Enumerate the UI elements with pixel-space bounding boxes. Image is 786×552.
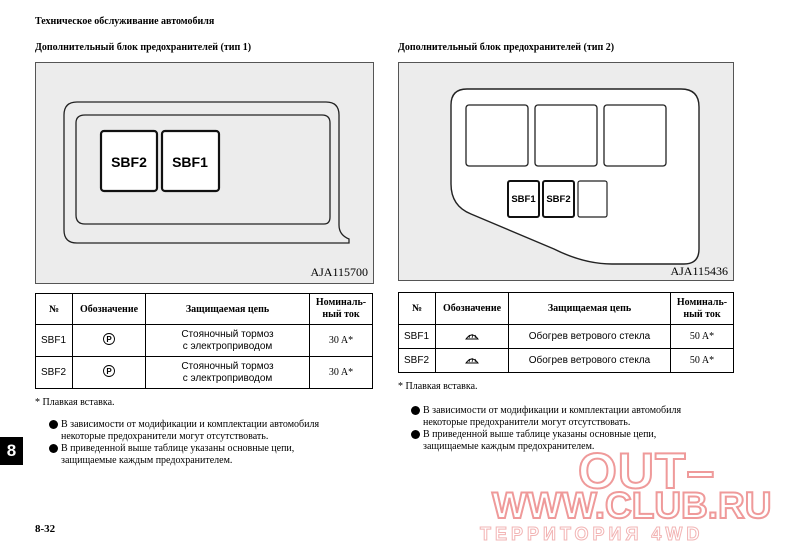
left-figure-code: AJA115700 — [310, 265, 368, 279]
relay-slot-2 — [535, 105, 597, 166]
left-subtitle: Дополнительный блок предохранителей (тип 1) — [35, 42, 252, 53]
bullet-text: В приведенной выше таблице указаны основные цепи, защищаемые каждым предохранителем. — [423, 429, 657, 452]
bullet-icon — [49, 420, 58, 429]
parking-brake-icon — [73, 325, 146, 357]
fuse-label-sbf1: SBF1 — [172, 154, 208, 170]
col-current: Номиналь- ный ток — [310, 294, 373, 325]
left-fuse-diagram — [36, 63, 373, 283]
col-symbol: Обозначение — [73, 294, 146, 325]
bullet-text: В зависимости от модификации и комплектации автомобиля некоторые предохранители могут отсутствовать. — [61, 419, 320, 442]
watermark-line1: OUT– — [578, 443, 716, 499]
left-fuse-table — [35, 293, 373, 389]
right-fuse-table — [398, 292, 734, 373]
table-header-row — [399, 293, 734, 325]
windshield-defroster-icon — [436, 349, 509, 373]
table-header-row — [36, 294, 373, 325]
fuse-label-sbf1: SBF1 — [511, 194, 536, 205]
fuse-id: SBF2 — [399, 349, 436, 373]
table-row — [399, 325, 734, 349]
fuse-label-sbf2: SBF2 — [546, 194, 571, 205]
bullet-text: В приведенной выше таблице указаны основные цепи, защищаемые каждым предохранителем. — [61, 443, 295, 466]
list-item — [49, 419, 379, 443]
windshield-defroster-icon — [436, 325, 509, 349]
bullet-icon — [411, 430, 420, 439]
rated-current: 50 A* — [671, 349, 734, 373]
circuit-name: Стояночный тормоз с электроприводом — [146, 357, 310, 389]
col-circuit: Защищаемая цепь — [509, 293, 671, 325]
bullet-icon — [411, 406, 420, 415]
page-header: Техническое обслуживание автомобиля — [35, 16, 215, 27]
col-number: № — [399, 293, 436, 325]
col-current: Номиналь- ный ток — [671, 293, 734, 325]
fuse-slot-empty — [578, 181, 607, 217]
table-row — [399, 349, 734, 373]
right-footnote: * Плавкая вставка. — [398, 381, 478, 392]
left-fuse-figure — [35, 62, 374, 284]
table-row — [36, 325, 373, 357]
rated-current: 30 A* — [310, 325, 373, 357]
right-subtitle: Дополнительный блок предохранителей (тип 2) — [398, 42, 615, 53]
watermark-line2: WWW.CLUB.RU — [492, 485, 772, 526]
relay-slot-3 — [604, 105, 666, 166]
left-footnote: * Плавкая вставка. — [35, 397, 115, 408]
col-symbol: Обозначение — [436, 293, 509, 325]
col-number: № — [36, 294, 73, 325]
svg-text:P: P — [106, 335, 112, 344]
list-item — [49, 443, 379, 467]
bullet-text: В зависимости от модификации и комплектации автомобиля некоторые предохранители могут отсутствовать. — [423, 405, 682, 428]
circuit-name: Обогрев ветрового стекла — [509, 325, 671, 349]
col-circuit: Защищаемая цепь — [146, 294, 310, 325]
bullet-icon — [49, 444, 58, 453]
table-row — [36, 357, 373, 389]
right-fuse-diagram — [399, 63, 733, 280]
fuse-label-sbf2: SBF2 — [111, 154, 147, 170]
svg-text:P: P — [106, 367, 112, 376]
right-fuse-figure — [398, 62, 734, 281]
right-figure-code: AJA115436 — [670, 264, 728, 278]
fuse-id: SBF1 — [399, 325, 436, 349]
rated-current: 50 A* — [671, 325, 734, 349]
rated-current: 30 A* — [310, 357, 373, 389]
relay-slot-1 — [466, 105, 528, 166]
circuit-name: Стояночный тормоз с электроприводом — [146, 325, 310, 357]
page-number: 8-32 — [35, 523, 56, 535]
fuse-id: SBF2 — [36, 357, 73, 389]
left-bullets — [49, 419, 379, 467]
fuse-id: SBF1 — [36, 325, 73, 357]
list-item — [411, 405, 751, 429]
chapter-tab: 8 — [0, 437, 23, 465]
watermark-line3: ТЕРРИТОРИЯ 4WD — [480, 524, 704, 544]
parking-brake-icon — [73, 357, 146, 389]
circuit-name: Обогрев ветрового стекла — [509, 349, 671, 373]
